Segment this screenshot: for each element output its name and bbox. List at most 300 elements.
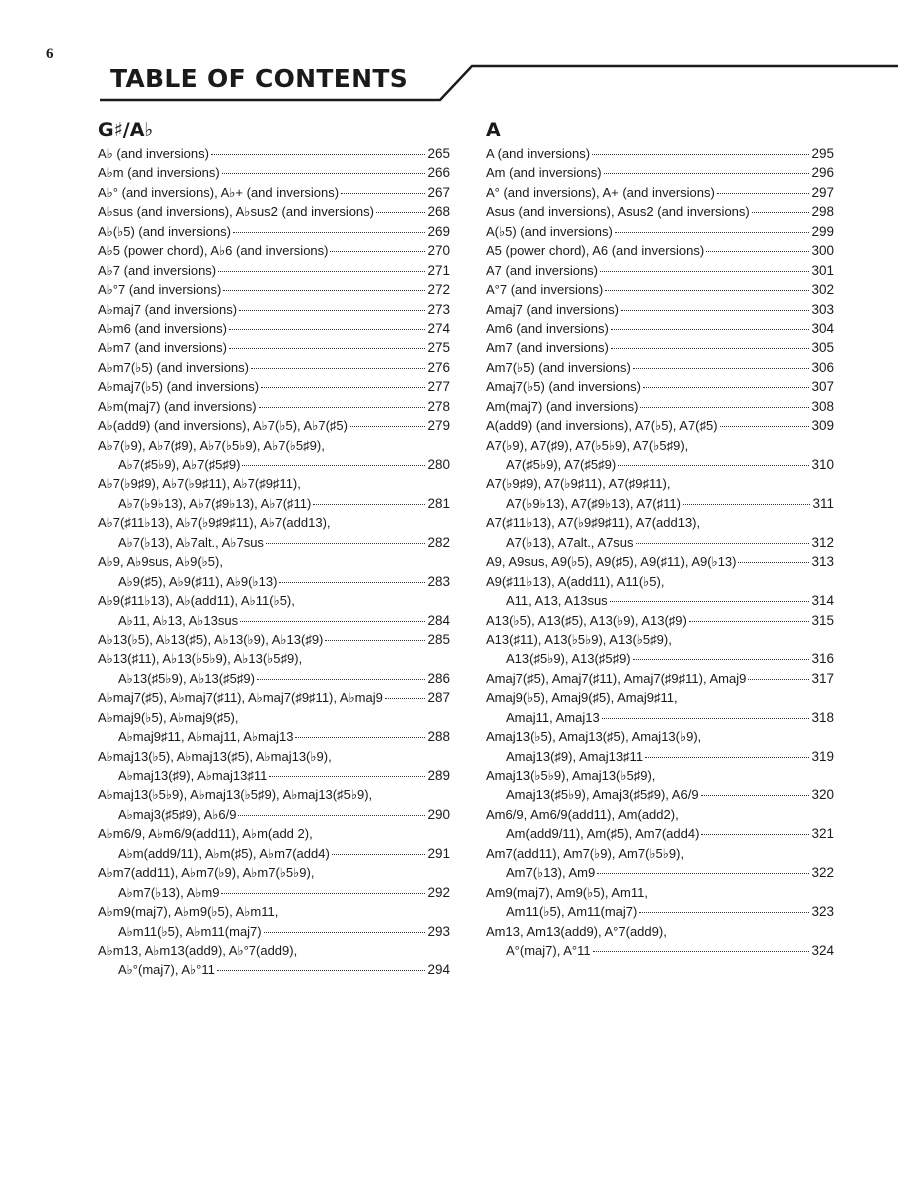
entry-page-number: 300 (811, 243, 834, 259)
entry-page-number: 308 (811, 398, 834, 414)
dot-leader (752, 212, 810, 213)
entry-title: A♭sus (and inversions), A♭sus2 (and inversions) (98, 204, 374, 220)
entry-page-number: 268 (427, 204, 450, 220)
entry-title: A°7 (and inversions) (486, 282, 604, 298)
toc-entry (98, 688, 450, 707)
toc-entry (486, 611, 834, 630)
toc-entry (98, 202, 450, 221)
entry-title: A♭m6/9, A♭m6/9(add11), A♭m(add 2), (98, 826, 313, 842)
toc-entry (486, 844, 834, 883)
entry-page-number: 293 (427, 923, 450, 939)
toc-entry-line (486, 338, 834, 357)
toc-entry-line (98, 319, 450, 338)
toc-entry-line (98, 280, 450, 299)
entry-page-number: 310 (811, 457, 834, 472)
toc-entry (486, 572, 834, 611)
entry-title: A♭maj3(♯5♯9), A♭6/9 (118, 806, 237, 822)
toc-entry (486, 552, 834, 571)
dot-leader (633, 659, 810, 660)
dot-leader (229, 348, 426, 349)
toc-entry-line (98, 261, 450, 280)
dot-leader (350, 426, 426, 427)
entry-title: A♭m9(maj7), A♭m9(♭5), A♭m11, (98, 904, 279, 920)
dot-leader (341, 193, 425, 194)
toc-entry-line (98, 494, 450, 513)
entry-title: A♭7(♭13), A♭7alt., A♭7sus (118, 534, 264, 550)
page-number: 6 (46, 46, 54, 62)
entry-title: A (and inversions) (486, 146, 591, 161)
toc-entry-line (98, 572, 450, 591)
entry-title: A♭13(♯11), A♭13(♭5♭9), A♭13(♭5♯9), (98, 651, 303, 667)
toc-entry (98, 416, 450, 435)
toc-entry-line (98, 474, 450, 493)
toc-entry-line (98, 455, 450, 474)
entry-page-number: 295 (811, 146, 834, 161)
toc-entry-line (98, 591, 450, 610)
toc-entry-line (486, 144, 834, 163)
entry-title: A♭m7(add11), A♭m7(♭9), A♭m7(♭5♭9), (98, 865, 315, 881)
toc-entry-line (98, 533, 450, 552)
entry-title: A♭13(♯5♭9), A♭13(♯5♯9) (118, 670, 255, 686)
toc-entry (486, 241, 834, 260)
dot-leader (259, 407, 426, 408)
entry-title: A5 (power chord), A6 (and inversions) (486, 243, 705, 259)
entry-title: Am11(♭5), Am11(maj7) (506, 904, 638, 920)
toc-entry (98, 552, 450, 591)
entry-title: A♭5 (power chord), A♭6 (and inversions) (98, 243, 329, 259)
entry-page-number: 284 (427, 612, 450, 628)
dot-leader (689, 621, 810, 622)
entry-title: A♭ (and inversions) (98, 146, 209, 161)
toc-entry (98, 941, 450, 980)
toc-entry-line (98, 941, 450, 960)
dot-leader (593, 951, 810, 952)
dot-leader (240, 621, 425, 622)
entry-title: Amaj11, Amaj13 (506, 709, 600, 725)
dot-leader (621, 310, 810, 311)
entry-page-number: 318 (811, 709, 834, 725)
entry-title: Am13, Am13(add9), A°7(add9), (486, 923, 667, 939)
toc-entry-line (486, 455, 834, 474)
toc-entry-line (98, 202, 450, 221)
entry-page-number: 272 (427, 282, 450, 298)
entry-title: A♭maj9(♭5), A♭maj9(♯5), (98, 709, 239, 725)
entry-title: A9(♯11♭13), A(add11), A11(♭5), (486, 573, 665, 589)
entry-title: Amaj7(♯5), Amaj7(♯11), Amaj7(♯9♯11), Amaj9 (486, 670, 747, 686)
dot-leader (264, 932, 426, 933)
toc-entry-line (486, 727, 834, 746)
entry-title: A♭°(maj7), A♭°11 (118, 962, 215, 978)
entry-title: A13(♯11), A13(♭5♭9), A13(♭5♯9), (486, 631, 672, 647)
toc-entry-line (486, 416, 834, 435)
toc-entry-line (98, 630, 450, 649)
toc-entry-line (98, 358, 450, 377)
entry-page-number: 266 (427, 165, 450, 181)
entry-page-number: 291 (427, 845, 450, 861)
entry-page-number: 306 (811, 359, 834, 375)
toc-entry-line (486, 630, 834, 649)
dot-leader (605, 290, 809, 291)
toc-entry-line (98, 922, 450, 941)
dot-leader (269, 776, 425, 777)
toc-entry-line (486, 649, 834, 668)
entry-page-number: 313 (811, 554, 834, 570)
dot-leader (604, 173, 810, 174)
entry-page-number: 269 (427, 223, 450, 239)
toc-entry-line (486, 241, 834, 260)
entry-page-number: 271 (427, 262, 450, 278)
toc-entry-line (98, 552, 450, 571)
toc-entry (98, 319, 450, 338)
entry-page-number: 309 (811, 418, 834, 434)
toc-entry (486, 922, 834, 961)
entry-title: A♭9(♯5), A♭9(♯11), A♭9(♭13) (118, 573, 278, 589)
entry-title: A♭m13, A♭m13(add9), A♭°7(add9), (98, 942, 298, 958)
entry-title: Amaj13(♭5), Amaj13(♯5), Amaj13(♭9), (486, 729, 702, 745)
entry-title: A7(♭13), A7alt., A7sus (506, 534, 634, 550)
entry-title: A♭maj7(♯5), A♭maj7(♯11), A♭maj7(♯9♯11), A♭maj9 (98, 690, 383, 706)
toc-entry-line (98, 397, 450, 416)
entry-page-number: 319 (811, 748, 834, 764)
entry-page-number: 324 (811, 942, 834, 958)
entry-page-number: 294 (427, 962, 450, 978)
dot-leader (639, 912, 809, 913)
entry-page-number: 321 (811, 826, 834, 842)
toc-entry-line (98, 300, 450, 319)
entry-title: A♭maj7 (and inversions) (98, 301, 238, 317)
entry-title: A♭7(♭9♯9), A♭7(♭9♯11), A♭7(♯9♯11), (98, 476, 301, 492)
entry-title: Am(add9/11), Am(♯5), Am7(add4) (506, 826, 700, 842)
toc-entry (98, 338, 450, 357)
dot-leader (217, 970, 426, 971)
entry-title: Am7(♭13), Am9 (506, 865, 596, 881)
toc-entry-line (486, 669, 834, 688)
toc-entry-line (98, 844, 450, 863)
dot-leader (257, 679, 426, 680)
entry-page-number: 277 (427, 379, 450, 395)
dot-leader (221, 893, 425, 894)
toc-entry-line (486, 358, 834, 377)
entry-page-number: 320 (811, 787, 834, 803)
entry-page-number: 283 (427, 573, 450, 589)
dot-leader (600, 271, 809, 272)
entry-title: A♭7(♭9♭13), A♭7(♯9♭13), A♭7(♯11) (118, 495, 312, 511)
toc-entry-line (486, 183, 834, 202)
entry-page-number: 275 (427, 340, 450, 356)
toc-entry (98, 280, 450, 299)
dot-leader (222, 173, 426, 174)
dot-leader (261, 387, 425, 388)
entry-title: A° (and inversions), A+ (and inversions) (486, 184, 715, 200)
toc-entry-line (486, 222, 834, 241)
entry-title: Am6 (and inversions) (486, 320, 609, 336)
entry-title: Amaj7 (and inversions) (486, 301, 619, 317)
entry-title: Am (and inversions) (486, 165, 602, 181)
toc-entry-line (486, 300, 834, 319)
entry-list (98, 144, 450, 980)
entry-title: A9, A9sus, A9(♭5), A9(♯5), A9(♯11), A9(♭13) (486, 554, 737, 570)
entry-page-number: 265 (427, 146, 450, 161)
toc-entry-line (486, 785, 834, 804)
entry-title: A7(♯5♭9), A7(♯5♯9) (506, 457, 617, 472)
dot-leader (706, 251, 809, 252)
entry-page-number: 323 (811, 904, 834, 920)
toc-entry-line (486, 552, 834, 571)
toc-entry (486, 474, 834, 513)
toc-entry (486, 630, 834, 669)
entry-title: A♭maj13(♭5♭9), A♭maj13(♭5♯9), A♭maj13(♯5♭9), (98, 787, 373, 803)
toc-entry-line (98, 960, 450, 979)
entry-page-number: 270 (427, 243, 450, 259)
dot-leader (643, 387, 810, 388)
entry-title: A♭m(add9/11), A♭m(♯5), A♭m7(add4) (118, 845, 330, 861)
entry-page-number: 274 (427, 320, 450, 336)
entry-title: A♭m6 (and inversions) (98, 320, 227, 336)
entry-title: A♭m7(♭5) (and inversions) (98, 359, 249, 375)
toc-entry (486, 300, 834, 319)
toc-entry (98, 708, 450, 747)
toc-entry (486, 688, 834, 727)
entry-title: A13(♯5♭9), A13(♯5♯9) (506, 651, 631, 667)
toc-entry (98, 241, 450, 260)
toc-entry-line (486, 494, 834, 513)
dot-leader (610, 601, 810, 602)
toc-entry (98, 183, 450, 202)
dot-leader (748, 679, 809, 680)
entry-title: A♭°7 (and inversions) (98, 282, 222, 298)
toc-entry-line (486, 611, 834, 630)
toc-entry (98, 747, 450, 786)
toc-entry-line (98, 416, 450, 435)
dot-leader (602, 718, 810, 719)
entry-title: A♭maj9♯11, A♭maj11, A♭maj13 (118, 729, 294, 745)
entry-page-number: 280 (427, 457, 450, 472)
entry-page-number: 303 (811, 301, 834, 317)
toc-entry (486, 280, 834, 299)
toc-entry-line (98, 338, 450, 357)
entry-title: A♭° (and inversions), A♭+ (and inversions) (98, 184, 340, 200)
toc-entry (486, 727, 834, 766)
entry-title: A♭maj13(♯9), A♭maj13♯11 (118, 768, 268, 783)
dot-leader (325, 640, 425, 641)
dot-leader (645, 757, 809, 758)
entry-title: Am7(add11), Am7(♭9), Am7(♭5♭9), (486, 845, 685, 861)
entry-page-number: 316 (811, 651, 834, 667)
toc-entry (486, 261, 834, 280)
entry-list (486, 144, 834, 960)
entry-page-number: 285 (427, 631, 450, 647)
dot-leader (223, 290, 425, 291)
dot-leader (597, 873, 809, 874)
dot-leader (242, 465, 425, 466)
toc-entry (98, 358, 450, 377)
toc-entry (98, 300, 450, 319)
entry-title: A7(♯11♭13), A7(♭9♯9♯11), A7(add13), (486, 515, 701, 531)
entry-page-number: 302 (811, 282, 834, 298)
toc-entry-line (98, 513, 450, 532)
toc-entry (98, 902, 450, 941)
toc-entry (486, 513, 834, 552)
entry-page-number: 286 (427, 670, 450, 686)
toc-entry (486, 144, 834, 163)
toc-entry-line (486, 863, 834, 882)
dot-leader (640, 407, 809, 408)
toc-entry-line (98, 805, 450, 824)
entry-page-number: 282 (427, 534, 450, 550)
toc-entry-line (98, 669, 450, 688)
toc-entry-line (98, 727, 450, 746)
entry-page-number: 314 (811, 593, 834, 609)
dot-leader (239, 310, 425, 311)
toc-entry-line (98, 785, 450, 804)
entry-page-number: 292 (427, 884, 450, 900)
toc-entry-line (486, 941, 834, 960)
toc-entry-line (98, 241, 450, 260)
entry-title: Amaj13(♭5♭9), Amaj13(♭5♯9), (486, 768, 656, 783)
toc-entry-line (98, 863, 450, 882)
entry-title: A♭m (and inversions) (98, 165, 220, 181)
entry-page-number: 304 (811, 320, 834, 336)
entry-title: A(♭5) (and inversions) (486, 223, 613, 239)
toc-entry (486, 669, 834, 688)
toc-entry (486, 416, 834, 435)
toc-entry-line (486, 883, 834, 902)
entry-title: A♭m7 (and inversions) (98, 340, 227, 356)
toc-entry-line (486, 572, 834, 591)
toc-entry (98, 649, 450, 688)
dot-leader (717, 193, 810, 194)
entry-title: A♭11, A♭13, A♭13sus (118, 612, 239, 628)
dot-leader (233, 232, 426, 233)
toc-entry (486, 163, 834, 182)
toc-entry (98, 144, 450, 163)
dot-leader (211, 154, 426, 155)
toc-entry-line (98, 163, 450, 182)
entry-page-number: 297 (811, 184, 834, 200)
entry-title: Amaj7(♭5) (and inversions) (486, 379, 641, 395)
section-heading: A (486, 119, 501, 141)
toc-column-right (486, 118, 834, 960)
toc-entry (98, 163, 450, 182)
entry-title: A♭7(♯5♭9), A♭7(♯5♯9) (118, 457, 241, 472)
title-rule (0, 0, 900, 120)
toc-entry-line (486, 513, 834, 532)
page-title: TABLE OF CONTENTS (110, 64, 408, 93)
toc-entry (486, 338, 834, 357)
entry-title: A7 (and inversions) (486, 262, 598, 278)
entry-page-number: 289 (427, 768, 450, 783)
entry-page-number: 296 (811, 165, 834, 181)
entry-page-number: 311 (812, 495, 834, 511)
entry-title: Am(maj7) (and inversions) (486, 398, 639, 414)
toc-entry-line (98, 377, 450, 396)
entry-page-number: 281 (427, 495, 450, 511)
dot-leader (701, 795, 810, 796)
dot-leader (683, 504, 811, 505)
toc-entry-line (486, 280, 834, 299)
dot-leader (229, 329, 426, 330)
dot-leader (295, 737, 425, 738)
entry-title: A♭(♭5) (and inversions) (98, 223, 231, 239)
entry-page-number: 305 (811, 340, 834, 356)
toc-entry-line (98, 708, 450, 727)
entry-title: A♭9(♯11♭13), A♭(add11), A♭11(♭5), (98, 593, 295, 609)
dot-leader (332, 854, 426, 855)
dot-leader (376, 212, 425, 213)
entry-title: A7(♭9♭13), A7(♯9♭13), A7(♯11) (506, 495, 681, 511)
dot-leader (330, 251, 425, 252)
entry-title: A♭m(maj7) (and inversions) (98, 398, 257, 414)
entry-title: A(add9) (and inversions), A7(♭5), A7(♯5) (486, 418, 718, 434)
toc-entry-line (98, 688, 450, 707)
toc-entry-line (98, 883, 450, 902)
entry-title: A13(♭5), A13(♯5), A13(♭9), A13(♯9) (486, 612, 687, 628)
toc-entry-line (486, 319, 834, 338)
entry-page-number: 299 (811, 223, 834, 239)
dot-leader (266, 543, 426, 544)
entry-title: Am7 (and inversions) (486, 340, 609, 356)
entry-title: A°(maj7), A°11 (506, 942, 591, 958)
entry-title: A♭maj13(♭5), A♭maj13(♯5), A♭maj13(♭9), (98, 748, 332, 764)
entry-page-number: 288 (427, 729, 450, 745)
toc-entry-line (486, 747, 834, 766)
toc-entry (98, 474, 450, 513)
toc-entry (486, 805, 834, 844)
entry-page-number: 273 (427, 301, 450, 317)
toc-entry-line (98, 824, 450, 843)
entry-page-number: 278 (427, 398, 450, 414)
toc-entry (486, 397, 834, 416)
toc-entry-line (486, 688, 834, 707)
dot-leader (611, 348, 810, 349)
entry-page-number: 307 (811, 379, 834, 395)
toc-entry-line (486, 902, 834, 921)
toc-entry-line (486, 397, 834, 416)
toc-entry (98, 863, 450, 902)
entry-title: Am7(♭5) (and inversions) (486, 359, 631, 375)
entry-title: A♭(add9) (and inversions), A♭7(♭5), A♭7(♯5) (98, 418, 348, 434)
toc-entry-line (486, 922, 834, 941)
dot-leader (720, 426, 810, 427)
toc-entry (98, 377, 450, 396)
entry-title: A♭7(♭9), A♭7(♯9), A♭7(♭5♭9), A♭7(♭5♯9), (98, 437, 325, 453)
dot-leader (618, 465, 809, 466)
entry-title: Am9(maj7), Am9(♭5), Am11, (486, 884, 648, 900)
dot-leader (701, 834, 809, 835)
toc-entry-line (486, 163, 834, 182)
dot-leader (251, 368, 425, 369)
entry-title: Am6/9, Am6/9(add11), Am(add2), (486, 806, 679, 822)
dot-leader (385, 698, 426, 699)
toc-entry-line (486, 377, 834, 396)
dot-leader (633, 368, 810, 369)
dot-leader (611, 329, 810, 330)
entry-page-number: 276 (427, 359, 450, 375)
entry-page-number: 267 (427, 184, 450, 200)
dot-leader (279, 582, 425, 583)
toc-entry-line (98, 747, 450, 766)
entry-page-number: 317 (811, 670, 834, 686)
entry-page-number: 301 (811, 262, 834, 278)
toc-entry (98, 591, 450, 630)
entry-title: A♭13(♭5), A♭13(♯5), A♭13(♭9), A♭13(♯9) (98, 631, 324, 647)
toc-entry (98, 824, 450, 863)
dot-leader (636, 543, 810, 544)
entry-title: A♭7 (and inversions) (98, 262, 217, 278)
toc-entry (486, 358, 834, 377)
entry-page-number: 279 (427, 418, 450, 434)
entry-title: Amaj9(♭5), Amaj9(♯5), Amaj9♯11, (486, 690, 678, 706)
